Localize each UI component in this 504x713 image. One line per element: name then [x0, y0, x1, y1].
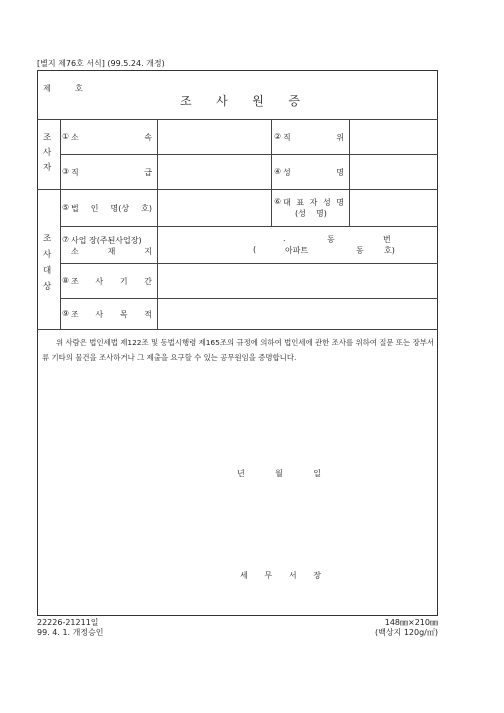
divider — [157, 119, 158, 329]
period-number: ⑧ — [62, 276, 70, 285]
investigator-section-label: 조 사 자 — [43, 133, 52, 173]
address-beon: 번 — [383, 235, 391, 244]
purpose-number: ⑨ — [62, 309, 70, 318]
location-label-line2: 소 재 지 — [71, 247, 152, 256]
purpose-label: 조 사 목 적 — [71, 310, 152, 319]
affiliation-label: 소 속 — [71, 133, 152, 142]
approval-date: 99. 4. 1. 개정승인 — [37, 628, 104, 637]
location-label-line1: 사업 장(주된사업장) — [71, 236, 142, 245]
form-code: 22226-21211일 — [37, 618, 99, 627]
target-section-label: 조 사 대 상 — [43, 234, 52, 292]
name-number: ④ — [274, 167, 282, 176]
divider — [60, 298, 438, 299]
form-number: [별지 제76호 서식] (99.5.24. 개정) — [37, 59, 165, 68]
position-label: 직 위 — [283, 133, 344, 142]
address-apartment: 아파트 — [285, 246, 309, 255]
paper-type: (백상지 120g/㎡) — [374, 628, 438, 637]
divider — [37, 119, 438, 120]
divider — [271, 119, 272, 226]
address-dong: 동 — [327, 235, 335, 244]
corp-name-label: 법 인 명(상 호) — [71, 204, 152, 213]
divider — [60, 226, 438, 227]
affiliation-number: ① — [62, 132, 70, 141]
location-number: ⑦ — [62, 235, 70, 244]
address-apt-dong: 동 — [356, 246, 364, 255]
paper-size: 148㎜×210㎜ — [384, 618, 438, 627]
corp-name-number: ⑤ — [62, 203, 70, 212]
divider — [37, 189, 438, 190]
certification-statement: 위 사람은 법인세법 제122조 및 동법시행령 제165조의 규정에 의하여 법인세에 관한 조사를 위하여 질문 또는 장부서류 기타의 물건을 조사하거나 그 제출을 요구할 수 있는 공무원임을 증명합니다. — [42, 338, 434, 362]
tax-office-head: 세 무 서 장 — [240, 571, 321, 580]
address-dot: . — [283, 234, 286, 243]
divider — [60, 263, 438, 264]
rep-name-label: 대 표 자 성 명 — [283, 198, 344, 207]
period-label: 조 사 기 간 — [71, 277, 152, 286]
address-paren: ( — [253, 245, 257, 254]
divider — [37, 329, 438, 330]
divider — [349, 119, 350, 226]
document-title: 조 사 원 증 — [180, 94, 300, 108]
rep-name-sublabel: (성 명) — [295, 209, 327, 218]
divider — [60, 119, 61, 329]
grade-label: 직 급 — [71, 168, 152, 177]
grade-number: ③ — [62, 167, 70, 176]
position-number: ② — [274, 132, 282, 141]
issue-date: 년 월 일 — [237, 469, 321, 478]
doc-number-label: 제 — [43, 84, 51, 93]
rep-name-number: ⑥ — [274, 197, 282, 206]
doc-number-suffix: 호 — [75, 84, 83, 93]
address-apt-ho: 호) — [384, 246, 395, 255]
divider — [60, 154, 438, 155]
name-label: 성 명 — [283, 168, 344, 177]
